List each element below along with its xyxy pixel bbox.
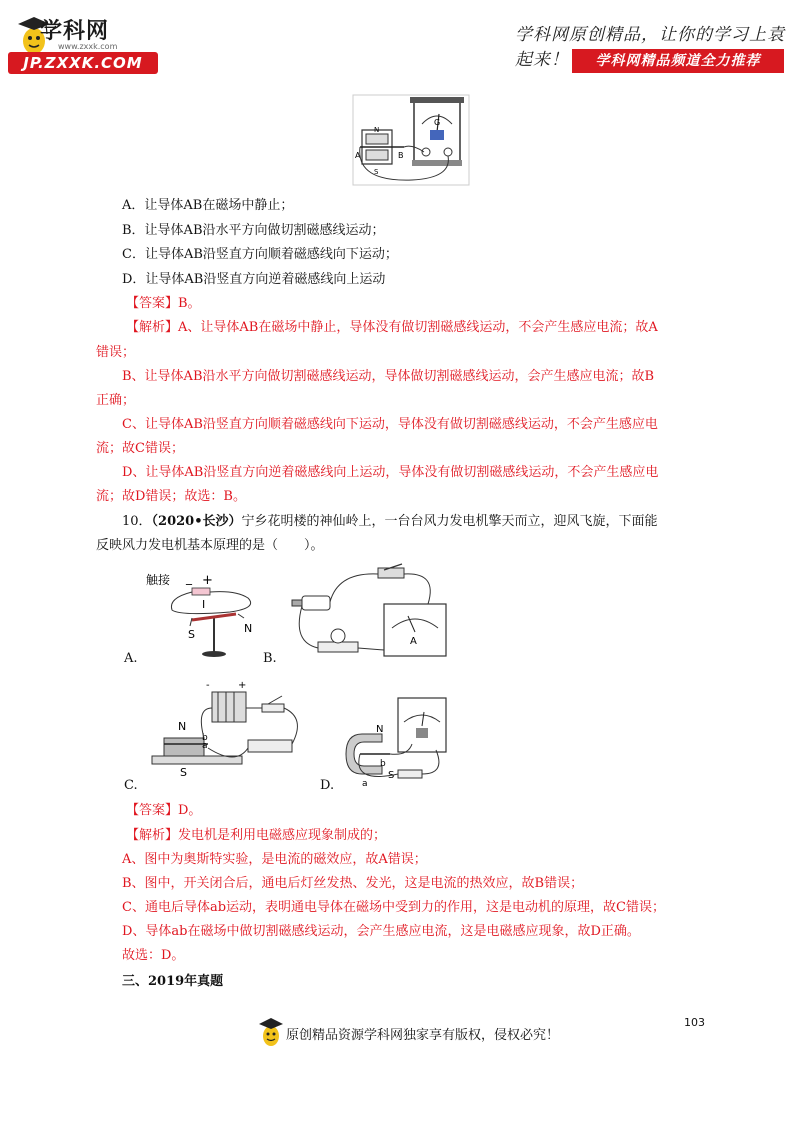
fig-a-plus: + [202, 573, 213, 588]
q9-option-b: B．让导体AB沿水平方向做切割磁感线运动； [122, 223, 385, 238]
q9-answer: 【答案】B。 [126, 296, 201, 311]
fig-d-a-label: a [362, 779, 368, 789]
q9-analysis-line: B、让导体AB沿水平方向做切割磁感线运动，导体做切割磁感线运动，会产生感应电流；故B [122, 369, 655, 384]
q9-analysis-line: 【解析】A、让导体AB在磁场中静止，导体没有做切割磁感线运动，不会产生感应电流；故A [126, 320, 658, 335]
label-a: A [355, 151, 361, 160]
promo-text: 学科网精品频道全力推荐 [595, 53, 761, 69]
q10-analysis-line: 故选：D。 [122, 948, 185, 963]
q10-source: （2020•长沙） [151, 514, 242, 529]
q10-analysis-line: C、通电后导体ab运动，表明通电导体在磁场中受到力的作用，这是电动机的原理，故C错误； [122, 900, 665, 915]
q9-analysis-line: 流；故D错误；故选：B。 [96, 489, 246, 504]
q10-stem-text: 宁乡花明楼的神仙岭上，一台台风力发电机擎天而立，迎风飞旋，下面能 [241, 514, 658, 529]
fig-d-b-label: b [380, 759, 386, 769]
fig-c-plus: + [238, 680, 247, 691]
fig-c-a-label: a [202, 741, 208, 751]
fig-d-n-label: N [376, 724, 384, 735]
q9-analysis-line: D、让导体AB沿竖直方向逆着磁感线向上运动，导体没有做切割磁感线运动，不会产生感应电 [122, 465, 659, 480]
figure-c-label: C. [124, 778, 138, 793]
figure-c-motor-circuit [146, 678, 316, 778]
label-s: S [374, 168, 379, 176]
q9-analysis-line: 错误； [96, 345, 136, 360]
figure-b-bulb-circuit [288, 562, 458, 666]
fig-a-n-label: N [244, 622, 253, 635]
q10-stem-line2: 反映风力发电机基本原理的是（ ）。 [96, 538, 324, 553]
label-n: N [374, 126, 380, 134]
fig-c-s-label: S [180, 766, 187, 778]
q9-option-c: C．让导体AB沿竖直方向顺着磁感线向下运动； [122, 247, 398, 262]
section-title: 三、2019年真题 [122, 974, 224, 989]
fig-a-s-label: S [188, 628, 195, 641]
figure-a-oersted [140, 568, 265, 660]
q10-answer: 【答案】D。 [126, 803, 202, 818]
q10-analysis-line: D、导体ab在磁场中做切割磁感线运动，会产生感应电流，这是电磁感应现象，故D正确。 [122, 924, 640, 939]
q10-stem-line1 [122, 513, 658, 531]
q9-option-a: A．让导体AB在磁场中静止； [122, 198, 294, 213]
page-number: 103 [684, 1016, 705, 1029]
fig-d-s-label: S [388, 770, 395, 781]
galvanometer-experiment-figure [352, 94, 470, 186]
q10-analysis-line: A、图中为奥斯特实验，是电流的磁效应，故A错误； [122, 852, 427, 867]
fig-b-meter-label: A [410, 636, 417, 647]
q10-analysis-line: 【解析】发电机是利用电磁感应现象制成的； [126, 828, 387, 843]
fig-c-n-label: N [178, 720, 187, 733]
figure-a-label: A. [124, 651, 138, 666]
q9-analysis-line: 流；故C错误； [96, 441, 184, 456]
fig-c-b-label: b [202, 733, 208, 743]
q9-analysis-line: 正确； [96, 393, 136, 408]
figure-d-label: D. [320, 778, 335, 793]
fig-c-minus: - [206, 680, 210, 691]
q10-number: 10． [122, 514, 152, 529]
footer-mascot-icon [258, 1016, 284, 1048]
logo-domain: JP.ZXXK.COM [23, 54, 143, 72]
logo-text: 学科网 [40, 19, 110, 44]
promo-banner[interactable] [572, 49, 784, 73]
fig-a-contact-label: 触接 [146, 573, 171, 587]
q9-analysis-line: C、让导体AB沿竖直方向顺着磁感线向下运动，导体没有做切割磁感线运动，不会产生感应电 [122, 417, 658, 432]
logo-domain-bar[interactable] [8, 52, 158, 74]
header-slogan: 学科网原创精品，让你的学习上袁起来！ [515, 25, 785, 70]
figure-d-generator [342, 694, 462, 790]
q10-analysis-line: B、图中，开关闭合后，通电后灯丝发热、发光，这是电流的热效应，故B错误； [122, 876, 584, 891]
fig-a-current-label: I [202, 598, 206, 611]
fig-a-minus: _ [186, 571, 192, 585]
label-b: B [398, 151, 404, 160]
figure-b-label: B. [263, 651, 277, 666]
footer-copyright: 原创精品资源学科网独家享有版权，侵权必究！ [286, 1028, 560, 1043]
q9-option-d: D．让导体AB沿竖直方向逆着磁感线向上运动 [122, 272, 386, 287]
logo-subtext: www.zxxk.com [58, 42, 118, 51]
label-g: G [434, 118, 441, 127]
